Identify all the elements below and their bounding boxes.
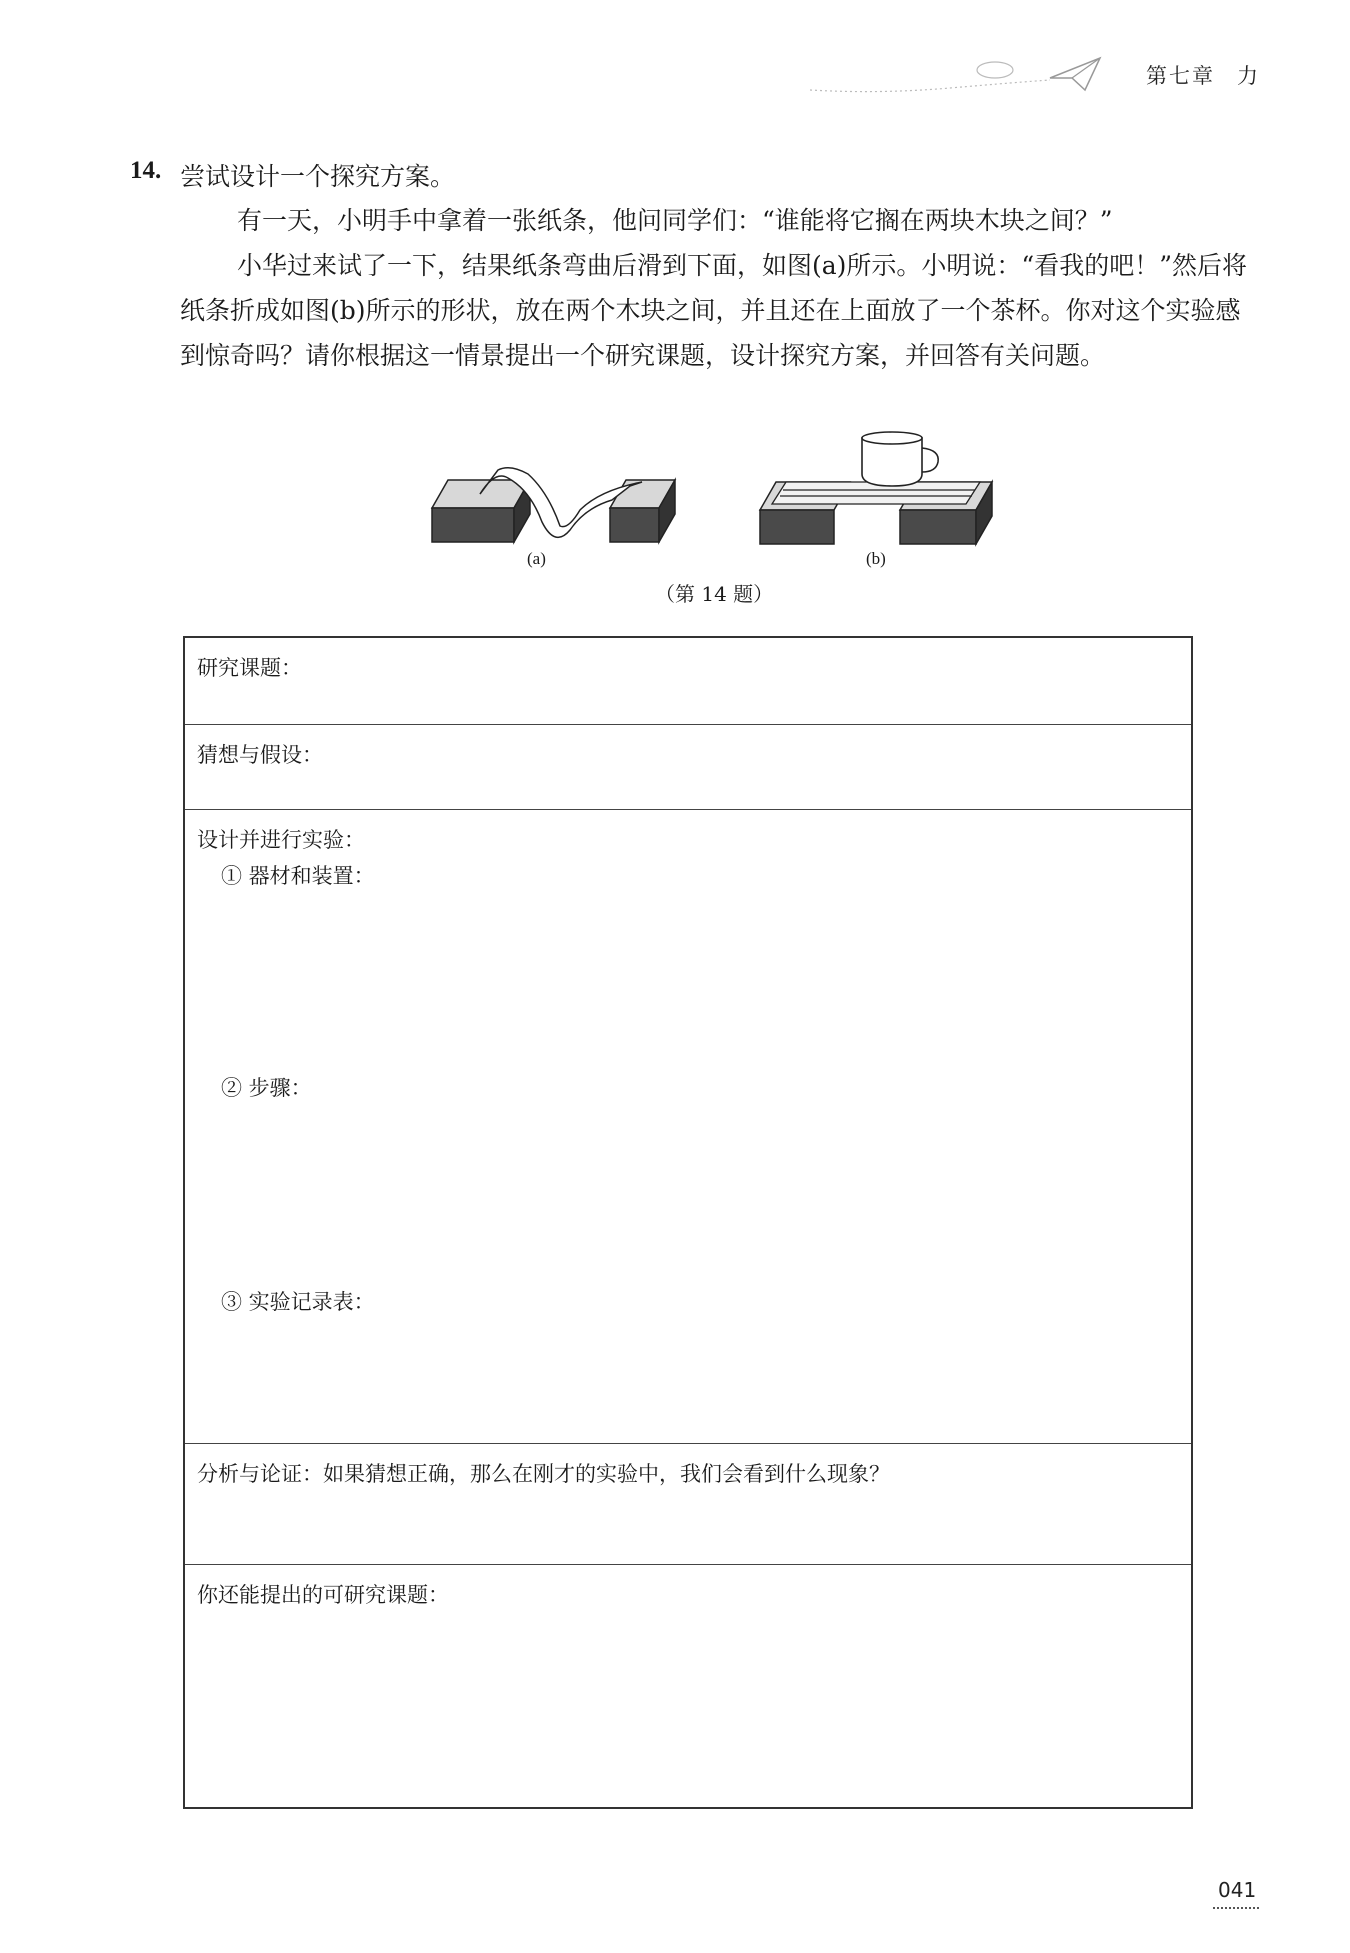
paragraph-1-text: 有一天，小明手中拿着一张纸条，他问同学们：“谁能将它搁在两块木块之间？” bbox=[237, 206, 1113, 235]
figure-b bbox=[760, 432, 992, 544]
page-number: 041 bbox=[1218, 1878, 1257, 1902]
analysis-label: 分析与论证：如果猜想正确，那么在刚才的实验中，我们会看到什么现象？ bbox=[197, 1462, 890, 1486]
answer-table bbox=[183, 636, 1193, 1809]
question-paragraph-1 bbox=[180, 198, 1255, 243]
row-research-topic[interactable] bbox=[185, 638, 1191, 725]
figure-caption: （第 14 题） bbox=[655, 582, 774, 606]
figure-a bbox=[432, 468, 675, 542]
row-hypothesis[interactable] bbox=[185, 725, 1191, 810]
figure-a-label: (a) bbox=[527, 549, 546, 568]
materials-label: ① 器材和装置： bbox=[221, 864, 375, 888]
figure-b-label: (b) bbox=[866, 549, 886, 568]
steps-label: ② 步骤： bbox=[221, 1076, 312, 1100]
question-title: 尝试设计一个探究方案。 bbox=[180, 162, 456, 191]
paper-plane-decoration-icon bbox=[800, 48, 1130, 98]
page-number-underline bbox=[1213, 1906, 1261, 1910]
row-further-topics[interactable] bbox=[185, 1565, 1191, 1809]
paragraph-2-text: 小华过来试了一下，结果纸条弯曲后滑到下面，如图(a)所示。小明说：“看我的吧！”然后将纸条折成如图(b)所示的形状，放在两个木块之间，并且还在上面放了一个茶杯。你对这个实验感到惊奇吗？请你根据这一情景提出一个研究课题，设计探究方案，并回答有关问题。 bbox=[180, 251, 1247, 370]
question-paragraph-2 bbox=[180, 243, 1255, 378]
record-table-label: ③ 实验记录表： bbox=[221, 1290, 375, 1314]
chapter-label: 第七章 bbox=[1146, 64, 1215, 88]
running-header bbox=[1146, 60, 1260, 90]
question-number: 14. bbox=[130, 157, 162, 184]
chapter-topic: 力 bbox=[1237, 64, 1260, 88]
experiment-label: 设计并进行实验： bbox=[197, 828, 365, 852]
row-experiment[interactable] bbox=[185, 810, 1191, 1444]
research-topic-label: 研究课题： bbox=[197, 656, 302, 680]
hypothesis-label: 猜想与假设： bbox=[197, 743, 323, 767]
row-analysis[interactable] bbox=[185, 1444, 1191, 1565]
wood-blocks-figure bbox=[420, 430, 1010, 580]
further-topics-label: 你还能提出的可研究课题： bbox=[197, 1583, 449, 1607]
